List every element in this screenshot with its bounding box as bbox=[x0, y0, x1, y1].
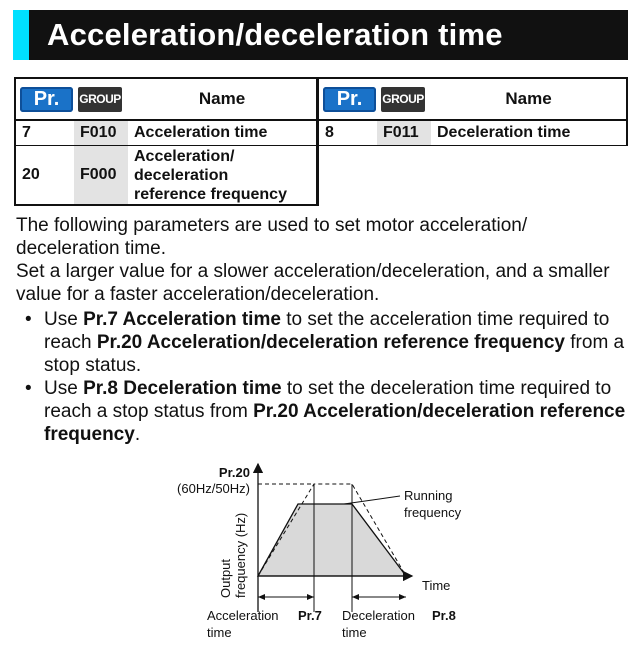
bullet-bold-text: Pr.20 Acceleration/deceleration reference frequency bbox=[44, 401, 626, 445]
pr-header-cell-2 bbox=[318, 78, 378, 120]
pr8-label: Pr.8 bbox=[432, 608, 456, 623]
intro-paragraph: The following parameters are used to set motor acceleration/ deceleration time. bbox=[16, 215, 528, 259]
pr20-label: Pr.20 bbox=[218, 465, 250, 480]
param-name bbox=[128, 146, 318, 206]
decel-label-line1: Deceleration bbox=[342, 608, 415, 623]
y-label-line1: Output bbox=[218, 558, 233, 598]
group-code: F010 bbox=[74, 120, 128, 146]
bullet-bold-text: Pr.8 Deceleration time bbox=[83, 378, 282, 399]
empty-cell bbox=[318, 146, 628, 206]
bullet-text: to set the acceleration time required to reach bbox=[44, 309, 610, 353]
pr-badge: Pr. bbox=[20, 87, 73, 112]
group-header-cell-2 bbox=[377, 78, 431, 120]
param-name: Acceleration time bbox=[128, 120, 318, 146]
param-name-line: deceleration bbox=[134, 166, 229, 184]
y-label-line2: frequency (Hz) bbox=[233, 512, 248, 598]
pr20-hz-label: (60Hz/50Hz) bbox=[177, 481, 250, 496]
group-code: F000 bbox=[74, 146, 128, 206]
group-header-cell bbox=[74, 78, 128, 120]
intro-paragraph: Set a larger value for a slower acceleration/deceleration, and a smaller value for a faster acceleration/deceleration. bbox=[16, 261, 610, 305]
bullet-text: to set the deceleration time required to reach a stop status from bbox=[44, 378, 612, 422]
pr-number: 20 bbox=[15, 146, 74, 206]
bullet-bold-text: Pr.7 Acceleration time bbox=[83, 309, 281, 330]
bullet-text: Use bbox=[44, 309, 84, 330]
accel-label-line2: time bbox=[207, 625, 232, 640]
decel-label-line2: time bbox=[342, 625, 367, 640]
accel-label-line1: Acceleration bbox=[207, 608, 279, 623]
bullet-item bbox=[16, 308, 628, 377]
param-name-line: reference frequency bbox=[134, 185, 287, 203]
bullet-text: . bbox=[134, 424, 141, 445]
bullet-dot-icon: • bbox=[25, 378, 32, 399]
bullet-dot-icon: • bbox=[25, 309, 32, 330]
pr-header-cell bbox=[15, 78, 74, 120]
title-accent bbox=[13, 10, 29, 60]
bullet-bold-text: Pr.20 Acceleration/deceleration reference frequency bbox=[96, 332, 565, 353]
group-badge: GROUP bbox=[78, 87, 122, 112]
pr-number: 8 bbox=[318, 120, 378, 146]
table-header-row bbox=[15, 78, 627, 120]
accel-decel-diagram bbox=[130, 460, 530, 650]
bullet-list bbox=[16, 308, 628, 446]
table-row bbox=[15, 146, 627, 206]
running-label-line2: frequency bbox=[404, 505, 462, 520]
time-label: Time bbox=[422, 578, 451, 593]
running-label-line1: Running bbox=[404, 488, 453, 503]
name-header-2: Name bbox=[431, 78, 627, 120]
bullet-item bbox=[16, 377, 628, 446]
page-title: Acceleration/deceleration time bbox=[47, 17, 503, 52]
pr-number: 7 bbox=[15, 120, 74, 146]
pr7-label: Pr.7 bbox=[298, 608, 322, 623]
name-header: Name bbox=[128, 78, 318, 120]
parameter-table bbox=[14, 77, 628, 206]
bullet-text: Use bbox=[44, 378, 84, 399]
pr-badge: Pr. bbox=[323, 87, 376, 112]
param-name: Deceleration time bbox=[431, 120, 627, 146]
group-code: F011 bbox=[377, 120, 431, 146]
body-text bbox=[16, 214, 628, 446]
bullet-text: from a stop status. bbox=[44, 332, 625, 376]
param-name-line: Acceleration/ bbox=[134, 147, 235, 165]
group-badge: GROUP bbox=[381, 87, 425, 112]
table-row bbox=[15, 120, 627, 146]
